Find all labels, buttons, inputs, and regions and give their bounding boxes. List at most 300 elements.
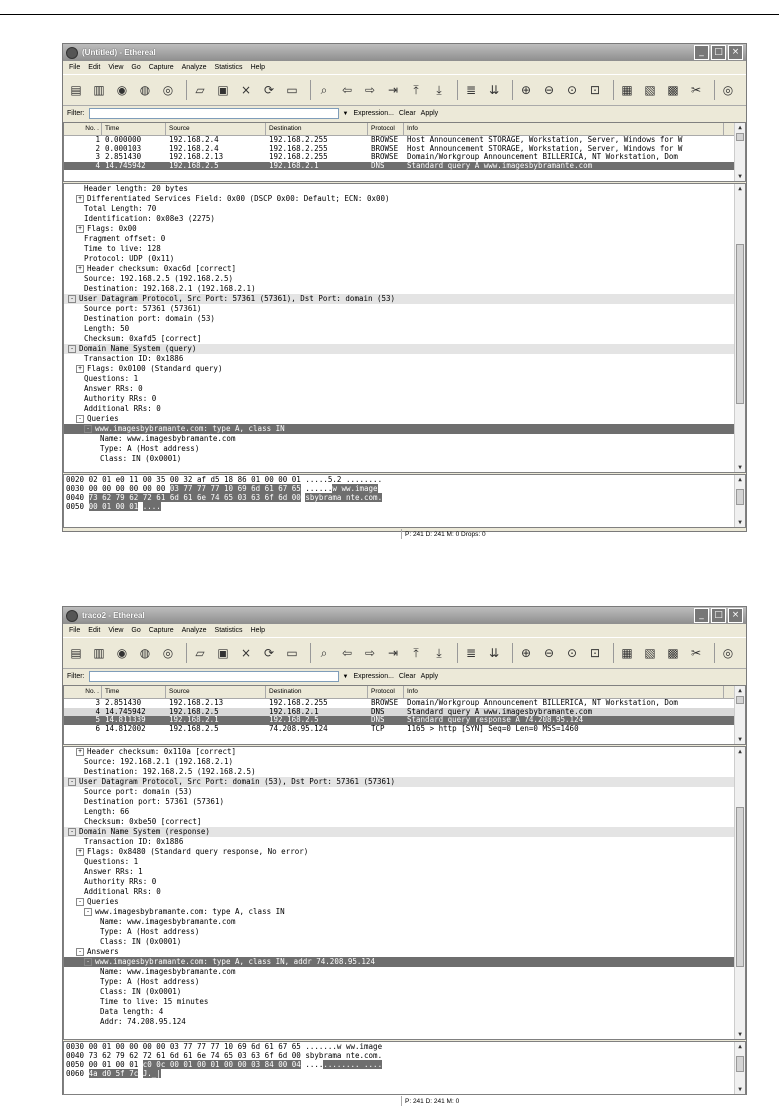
expression-button[interactable]: Expression... — [353, 673, 394, 680]
stop-capture-icon[interactable]: ◍ — [139, 83, 151, 97]
detail-text: Destination: 192.168.2.1 (192.168.2.1) — [84, 284, 256, 293]
detail-line[interactable] — [64, 1007, 745, 1017]
detail-line[interactable] — [64, 244, 745, 254]
vertical-scrollbar[interactable] — [734, 475, 745, 527]
detail-text: Header checksum: 0xac6d [correct] — [87, 264, 237, 273]
menu-view[interactable]: View — [108, 627, 124, 634]
hex-row[interactable] — [64, 484, 745, 493]
scroll-up-icon[interactable]: ▲ — [738, 185, 742, 192]
detail-text: Type: A (Host address) — [100, 977, 200, 986]
detail-text: Addr: 74.208.95.124 — [100, 1017, 186, 1026]
filter-input[interactable] — [89, 108, 339, 119]
column-header[interactable]: No. . — [64, 686, 102, 698]
first-icon[interactable]: ⤒ — [413, 646, 419, 660]
detail-line[interactable] — [64, 374, 745, 384]
detail-line[interactable] — [64, 867, 745, 877]
options-icon[interactable]: ▥ — [93, 646, 105, 660]
detail-line[interactable] — [64, 314, 745, 324]
detail-line[interactable] — [64, 184, 745, 194]
apply-button[interactable]: Apply — [420, 673, 439, 680]
options-icon[interactable]: ▥ — [93, 83, 105, 97]
stop-capture-icon[interactable]: ◍ — [139, 646, 151, 660]
vertical-scrollbar[interactable] — [734, 184, 745, 472]
packet-row[interactable] — [64, 162, 745, 171]
hex-ascii-selected: J._| — [142, 1069, 161, 1078]
page-rule — [0, 14, 779, 15]
expand-toggle-icon[interactable]: - — [84, 958, 92, 966]
preferences-icon[interactable]: ✂ — [690, 83, 702, 97]
detail-text: Source: 192.168.2.1 (192.168.2.1) — [84, 757, 234, 766]
display-filter-icon[interactable]: ▧ — [644, 83, 656, 97]
detail-line[interactable] — [64, 827, 745, 837]
menu-help[interactable]: Help — [250, 627, 265, 634]
detail-line[interactable] — [64, 394, 745, 404]
detail-text: Checksum: 0xafd5 [correct] — [84, 334, 202, 343]
detail-line[interactable] — [64, 987, 745, 997]
hex-dump — [63, 1041, 746, 1095]
menu-view[interactable]: View — [108, 64, 124, 71]
last-icon[interactable]: ⤓ — [436, 646, 442, 660]
menu-file[interactable]: File — [69, 64, 81, 71]
scroll-down-icon[interactable]: ▼ — [738, 1086, 742, 1093]
filter-input[interactable] — [89, 671, 339, 682]
save-icon[interactable]: ▣ — [217, 646, 229, 660]
packet-dst: 74.208.95.124 — [269, 724, 328, 733]
reload-icon[interactable]: ⟳ — [263, 646, 275, 660]
filter-dropdown-icon[interactable]: ▼ — [342, 673, 349, 680]
menu-bar — [63, 61, 746, 74]
coloring-rules-icon[interactable]: ▩ — [667, 646, 679, 660]
expand-toggle-icon[interactable]: + — [76, 748, 84, 756]
toolbar — [63, 637, 746, 669]
detail-line[interactable] — [64, 937, 745, 947]
app-icon — [66, 610, 78, 622]
detail-line[interactable] — [64, 334, 745, 344]
detail-text: Queries — [87, 897, 119, 906]
detail-line[interactable] — [64, 897, 745, 907]
toolbar-separator — [186, 80, 187, 100]
detail-line[interactable] — [64, 777, 745, 787]
detail-line[interactable] — [64, 284, 745, 294]
packet-dst: 192.168.2.1 — [269, 161, 319, 170]
detail-line[interactable] — [64, 847, 745, 857]
scroll-up-icon[interactable]: ▲ — [738, 476, 742, 483]
expand-toggle-icon[interactable]: + — [76, 195, 84, 203]
packet-no: 3 — [95, 699, 100, 707]
open-icon[interactable]: ▱ — [195, 83, 205, 97]
detail-line[interactable] — [64, 957, 745, 967]
open-icon[interactable]: ▱ — [195, 646, 205, 660]
menu-go[interactable]: Go — [131, 64, 141, 71]
menu-edit[interactable]: Edit — [88, 627, 101, 634]
zoom-normal-icon[interactable]: ⊙ — [566, 646, 578, 660]
scroll-down-icon[interactable]: ▼ — [738, 736, 742, 743]
scroll-down-icon[interactable]: ▼ — [738, 519, 742, 526]
print-icon[interactable]: ▭ — [286, 83, 298, 97]
find-icon[interactable]: ⌕ — [320, 646, 328, 660]
expand-toggle-icon[interactable]: - — [76, 415, 84, 423]
packet-row[interactable] — [64, 708, 745, 717]
packet-row[interactable] — [64, 136, 745, 145]
close-window-button[interactable]: × — [728, 45, 743, 60]
detail-text: Questions: 1 — [84, 857, 139, 866]
menu-help[interactable]: Help — [250, 64, 265, 71]
status-bar — [63, 529, 746, 539]
help-icon[interactable]: ◎ — [722, 646, 734, 660]
packet-proto: BROWSE — [371, 136, 399, 144]
menu-capture[interactable]: Capture — [148, 64, 174, 71]
scroll-up-icon[interactable]: ▲ — [738, 748, 742, 755]
detail-line[interactable] — [64, 344, 745, 354]
hex-row[interactable] — [64, 1069, 745, 1078]
restart-icon[interactable]: ◎ — [162, 83, 174, 97]
start-capture-icon[interactable]: ◉ — [116, 646, 128, 660]
detail-line[interactable] — [64, 404, 745, 414]
zoom-out-icon[interactable]: ⊖ — [543, 83, 555, 97]
toolbar-separator — [457, 643, 458, 663]
packet-no: 1 — [95, 136, 100, 144]
hex-ascii-selected: .... — [142, 502, 161, 511]
detail-line[interactable] — [64, 787, 745, 797]
packet-no: 6 — [95, 724, 100, 733]
detail-line[interactable] — [64, 797, 745, 807]
forward-icon[interactable]: ⇨ — [364, 83, 376, 97]
packet-time: 0.000000 — [105, 136, 142, 144]
menu-edit[interactable]: Edit — [88, 64, 101, 71]
detail-text: Destination: 192.168.2.5 (192.168.2.5) — [84, 767, 256, 776]
vertical-scrollbar[interactable] — [734, 747, 745, 1039]
menu-analyze[interactable]: Analyze — [181, 627, 207, 634]
packet-time: 2.851430 — [105, 699, 142, 707]
expand-toggle-icon[interactable]: + — [76, 848, 84, 856]
hex-row[interactable] — [64, 475, 745, 484]
status-bar — [63, 1096, 746, 1106]
packet-src: 192.168.2.4 — [169, 136, 219, 144]
toolbar-separator — [512, 643, 513, 663]
hex-bytes: 73 62 79 62 72 61 6d 61 6e 74 65 03 63 6f 6d 00 — [88, 1051, 301, 1060]
detail-line[interactable] — [64, 927, 745, 937]
hex-row[interactable] — [64, 502, 745, 511]
packet-row[interactable] — [64, 725, 745, 734]
scroll-thumb[interactable] — [736, 489, 744, 505]
detail-line[interactable] — [64, 414, 745, 424]
column-header[interactable]: Info — [404, 123, 724, 135]
detail-line[interactable] — [64, 887, 745, 897]
maximize-button[interactable]: □ — [711, 608, 726, 623]
detail-text: Identification: 0x08e3 (2275) — [84, 214, 215, 223]
apply-button[interactable]: Apply — [420, 110, 439, 117]
expand-toggle-icon[interactable]: - — [68, 828, 76, 836]
scroll-thumb[interactable] — [736, 133, 744, 141]
packet-details-tree — [63, 746, 746, 1040]
scroll-up-icon[interactable]: ▲ — [738, 1043, 742, 1050]
packet-info: Standard query A www.imagesbybramante.com — [407, 707, 593, 716]
title-bar — [63, 44, 746, 61]
autoscroll-icon[interactable]: ⇊ — [488, 83, 500, 97]
toolbar-separator — [310, 643, 311, 663]
menu-go[interactable]: Go — [131, 627, 141, 634]
detail-line[interactable] — [64, 877, 745, 887]
hex-row[interactable] — [64, 1060, 745, 1069]
capture-filter-icon[interactable]: ▦ — [621, 646, 633, 660]
detail-text: Answer RRs: 0 — [84, 384, 143, 393]
detail-line[interactable] — [64, 807, 745, 817]
interfaces-icon[interactable]: ▤ — [70, 646, 82, 660]
expand-toggle-icon[interactable]: + — [76, 365, 84, 373]
packet-proto: TCP — [371, 724, 385, 733]
detail-line[interactable] — [64, 1017, 745, 1027]
detail-line[interactable] — [64, 977, 745, 987]
ethereal-window-1 — [62, 43, 747, 538]
packet-info: Standard query response A 74.208.95.124 — [407, 716, 584, 724]
detail-line[interactable] — [64, 434, 745, 444]
zoom-normal-icon[interactable]: ⊙ — [566, 83, 578, 97]
detail-line[interactable] — [64, 947, 745, 957]
detail-line[interactable] — [64, 857, 745, 867]
hex-ascii: .......w ww.image — [305, 1042, 383, 1051]
back-icon[interactable]: ⇦ — [341, 83, 353, 97]
detail-text: Flags: 0x0100 (Standard query) — [87, 364, 223, 373]
expand-toggle-icon[interactable]: + — [76, 265, 84, 273]
packet-src: 192.168.2.5 — [169, 161, 219, 170]
last-icon[interactable]: ⤓ — [436, 83, 442, 97]
detail-text: Authority RRs: 0 — [84, 394, 157, 403]
detail-text: Flags: 0x00 — [87, 224, 137, 233]
detail-text: Total Length: 70 — [84, 204, 157, 213]
close-icon[interactable]: × — [240, 646, 252, 660]
column-header[interactable]: Info — [404, 686, 724, 698]
detail-text: Differentiated Services Field: 0x00 (DSCP 0x00: Default; ECN: 0x00) — [87, 194, 390, 203]
detail-line[interactable] — [64, 454, 745, 464]
packet-time: 14.811339 — [105, 716, 146, 724]
packet-dst: 192.168.2.255 — [269, 136, 328, 144]
detail-text: Flags: 0x8480 (Standard query response, No error) — [87, 847, 309, 856]
vertical-scrollbar[interactable] — [734, 1042, 745, 1094]
column-header[interactable]: Time — [102, 686, 166, 698]
close-icon[interactable]: × — [240, 83, 252, 97]
detail-text: User Datagram Protocol, Src Port: domain (53), Dst Port: 57361 (57361) — [79, 777, 396, 786]
detail-text: Checksum: 0xbe50 [correct] — [84, 817, 202, 826]
detail-line[interactable] — [64, 907, 745, 917]
goto-icon[interactable]: ⇥ — [387, 646, 399, 660]
detail-line[interactable] — [64, 254, 745, 264]
expression-button[interactable]: Expression... — [353, 110, 394, 117]
hex-ascii: .... — [305, 1060, 324, 1069]
column-header[interactable]: Time — [102, 123, 166, 135]
packet-time: 14.745942 — [105, 161, 146, 170]
zoom-out-icon[interactable]: ⊖ — [543, 646, 555, 660]
hex-ascii-selected: w ww.image — [332, 484, 378, 493]
packet-row[interactable] — [64, 153, 745, 162]
filter-dropdown-icon[interactable]: ▼ — [342, 110, 349, 117]
packet-info: Domain/Workgroup Announcement BILLERICA, NT Workstation, Dom — [407, 153, 678, 161]
scroll-down-icon[interactable]: ▼ — [738, 1031, 742, 1038]
scroll-thumb[interactable] — [736, 244, 744, 404]
clear-button[interactable]: Clear — [398, 110, 416, 117]
packet-info: Host Announcement STORAGE, Workstation, Server, Windows for W — [407, 136, 683, 144]
vertical-scrollbar[interactable] — [734, 686, 745, 744]
column-header[interactable]: Source — [166, 686, 266, 698]
packet-no: 5 — [95, 716, 100, 724]
start-capture-icon[interactable]: ◉ — [116, 83, 128, 97]
resize-icon[interactable]: ⊡ — [589, 83, 601, 97]
packet-info: Domain/Workgroup Announcement BILLERICA, NT Workstation, Dom — [407, 699, 678, 707]
expand-toggle-icon[interactable]: - — [68, 295, 76, 303]
detail-text: Protocol: UDP (0x11) — [84, 254, 175, 263]
colorize-icon[interactable]: ≣ — [465, 83, 477, 97]
detail-line[interactable] — [64, 424, 745, 434]
detail-text: www.imagesbybramante.com: type A, class IN — [95, 907, 285, 916]
hex-offset: 0050 — [66, 1060, 85, 1069]
toolbar-separator — [310, 80, 311, 100]
detail-line[interactable] — [64, 444, 745, 454]
expand-toggle-icon[interactable]: + — [76, 225, 84, 233]
column-header[interactable]: Protocol — [368, 123, 404, 135]
packet-time: 0.000103 — [105, 144, 142, 153]
scroll-up-icon[interactable]: ▲ — [738, 687, 742, 694]
menu-file[interactable]: File — [69, 627, 81, 634]
minimize-button[interactable]: _ — [694, 608, 709, 623]
minimize-button[interactable]: _ — [694, 45, 709, 60]
menu-capture[interactable]: Capture — [148, 627, 174, 634]
autoscroll-icon[interactable]: ⇊ — [488, 646, 500, 660]
packet-proto: BROWSE — [371, 153, 399, 161]
scroll-thumb[interactable] — [736, 696, 744, 704]
maximize-button[interactable]: □ — [711, 45, 726, 60]
detail-text: Name: www.imagesbybramante.com — [100, 967, 236, 976]
menu-statistics[interactable]: Statistics — [214, 627, 243, 634]
detail-text: Transaction ID: 0x1886 — [84, 837, 184, 846]
hex-offset: 0040 — [66, 493, 85, 502]
detail-line[interactable] — [64, 967, 745, 977]
packet-row[interactable] — [64, 699, 745, 708]
scroll-down-icon[interactable]: ▼ — [738, 173, 742, 180]
column-header[interactable]: No. . — [64, 123, 102, 135]
forward-icon[interactable]: ⇨ — [364, 646, 376, 660]
expand-toggle-icon[interactable]: - — [84, 908, 92, 916]
coloring-rules-icon[interactable]: ▩ — [667, 83, 679, 97]
hex-offset: 0040 — [66, 1051, 85, 1060]
detail-line[interactable] — [64, 234, 745, 244]
detail-line[interactable] — [64, 294, 745, 304]
column-header[interactable]: Destination — [266, 123, 368, 135]
detail-text: Answer RRs: 1 — [84, 867, 143, 876]
hex-offset: 0050 — [66, 502, 85, 511]
detail-line[interactable] — [64, 194, 745, 204]
expand-toggle-icon[interactable]: - — [68, 778, 76, 786]
detail-line[interactable] — [64, 384, 745, 394]
filter-label: Filter: — [67, 673, 85, 680]
detail-line[interactable] — [64, 354, 745, 364]
hex-bytes: 02 01 e0 11 00 35 00 32 af d5 18 86 01 00 00 01 — [88, 475, 301, 484]
detail-line[interactable] — [64, 204, 745, 214]
detail-line[interactable] — [64, 274, 745, 284]
detail-text: Class: IN (0x0001) — [100, 937, 182, 946]
hex-bytes: 00 01 00 00 00 00 03 77 77 77 10 69 6d 61 67 65 — [88, 1042, 301, 1051]
detail-line[interactable] — [64, 757, 745, 767]
detail-line[interactable] — [64, 767, 745, 777]
vertical-scrollbar[interactable] — [734, 123, 745, 181]
detail-text: Data length: 4 — [100, 1007, 164, 1016]
packet-src: 192.168.2.13 — [169, 699, 224, 707]
menu-bar — [63, 624, 746, 637]
window-title: traco2 - Ethereal — [82, 611, 145, 620]
packet-list-header — [64, 123, 745, 136]
scroll-thumb[interactable] — [736, 807, 744, 967]
zoom-in-icon[interactable]: ⊕ — [520, 83, 532, 97]
detail-line[interactable] — [64, 264, 745, 274]
save-icon[interactable]: ▣ — [217, 83, 229, 97]
detail-line[interactable] — [64, 224, 745, 234]
detail-line[interactable] — [64, 817, 745, 827]
hex-row[interactable] — [64, 1042, 745, 1051]
interfaces-icon[interactable]: ▤ — [70, 83, 82, 97]
detail-line[interactable] — [64, 997, 745, 1007]
find-icon[interactable]: ⌕ — [320, 83, 328, 97]
clear-button[interactable]: Clear — [398, 673, 416, 680]
ethereal-window-2 — [62, 606, 747, 1105]
detail-line[interactable] — [64, 747, 745, 757]
detail-line[interactable] — [64, 917, 745, 927]
expand-toggle-icon[interactable]: - — [76, 898, 84, 906]
packet-proto: BROWSE — [371, 699, 399, 707]
goto-icon[interactable]: ⇥ — [387, 83, 399, 97]
detail-line[interactable] — [64, 364, 745, 374]
detail-line[interactable] — [64, 837, 745, 847]
back-icon[interactable]: ⇦ — [341, 646, 353, 660]
detail-line[interactable] — [64, 324, 745, 334]
menu-statistics[interactable]: Statistics — [214, 64, 243, 71]
restart-icon[interactable]: ◎ — [162, 646, 174, 660]
packet-row[interactable] — [64, 145, 745, 154]
resize-icon[interactable]: ⊡ — [589, 646, 601, 660]
packet-time: 2.851430 — [105, 153, 142, 161]
capture-filter-icon[interactable]: ▦ — [621, 83, 633, 97]
filter-bar — [63, 106, 746, 121]
detail-text: Time to live: 15 minutes — [100, 997, 209, 1006]
column-header[interactable]: Source — [166, 123, 266, 135]
expand-toggle-icon[interactable]: - — [76, 948, 84, 956]
column-header[interactable]: Destination — [266, 686, 368, 698]
help-icon[interactable]: ◎ — [722, 83, 734, 97]
scroll-up-icon[interactable]: ▲ — [738, 124, 742, 131]
menu-analyze[interactable]: Analyze — [181, 64, 207, 71]
packet-proto: BROWSE — [371, 144, 399, 153]
packet-info: Standard query A www.imagesbybramante.com — [407, 161, 593, 170]
packet-row[interactable] — [64, 716, 745, 725]
expand-toggle-icon[interactable]: - — [84, 425, 92, 433]
hex-bytes: 00 00 00 00 00 00 — [88, 484, 170, 493]
display-filter-icon[interactable]: ▧ — [644, 646, 656, 660]
colorize-icon[interactable]: ≣ — [465, 646, 477, 660]
scroll-down-icon[interactable]: ▼ — [738, 464, 742, 471]
reload-icon[interactable]: ⟳ — [263, 83, 275, 97]
hex-row[interactable] — [64, 493, 745, 502]
zoom-in-icon[interactable]: ⊕ — [520, 646, 532, 660]
detail-line[interactable] — [64, 214, 745, 224]
print-icon[interactable]: ▭ — [286, 646, 298, 660]
detail-line[interactable] — [64, 304, 745, 314]
preferences-icon[interactable]: ✂ — [690, 646, 702, 660]
first-icon[interactable]: ⤒ — [413, 83, 419, 97]
hex-row[interactable] — [64, 1051, 745, 1060]
close-window-button[interactable]: × — [728, 608, 743, 623]
column-header[interactable]: Protocol — [368, 686, 404, 698]
packet-info: Host Announcement STORAGE, Workstation, Server, Windows for W — [407, 144, 683, 153]
expand-toggle-icon[interactable]: - — [68, 345, 76, 353]
packet-info: 1165 > http [SYN] Seq=0 Len=0 MSS=1460 — [407, 724, 579, 733]
scroll-thumb[interactable] — [736, 1056, 744, 1072]
